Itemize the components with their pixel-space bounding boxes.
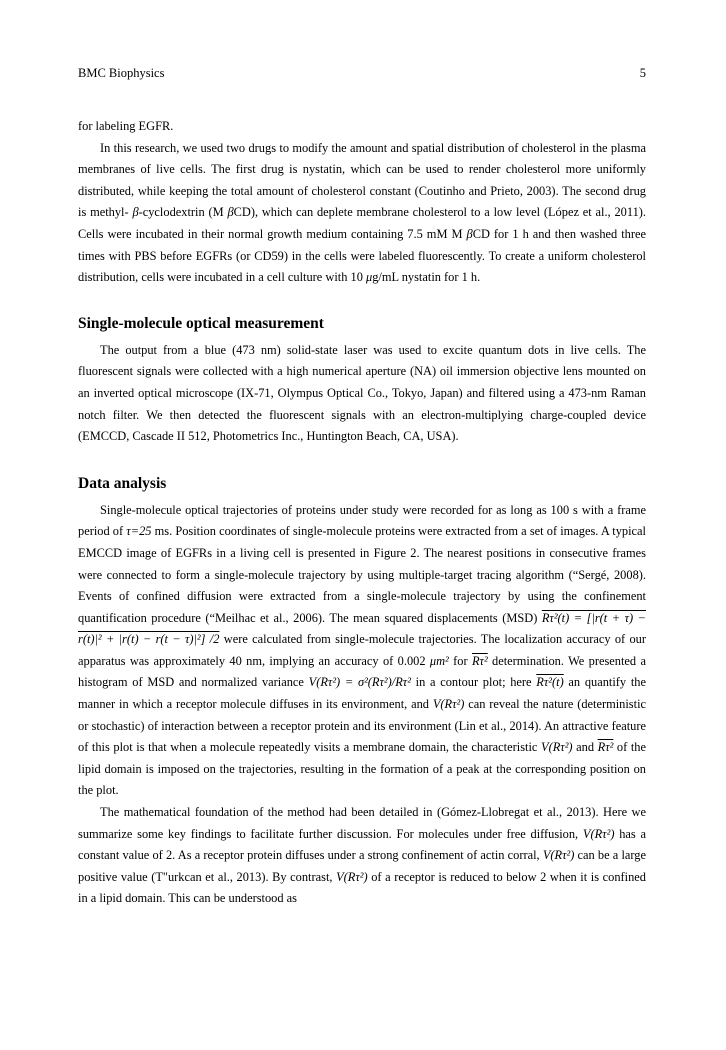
paragraph-analysis-1: Single-molecule optical trajectories of proteins under study were recorded for as long as 100 s with a frame period of τ=25 ms. Position coordinates of single-molecule proteins were extracted from a set of images. A typical EMCCD image of EGFRs in a living cell is presented in Figure 2. The nearest positions in consecutive frames were connected to form a single-molecule trajectory by using multiple-target tracing algorithm (“Sergé, 2008). Events of confined diffusion were extracted from a single-molecule trajectory by using the confinement quantification procedure (“Meilhac et al., 2006). The mean squared displacements (MSD) Rτ²(t) = [|r(t + τ) − r(t)|² + |r(t) − r(t − τ)|²] /2 were calculated from single-molecule trajectories. The localization accuracy of our apparatus was approximately 40 nm, implying an accuracy of 0.002 μm² for Rτ² determination. We presented a histogram of MSD and normalized variance V(Rτ²) = σ²(Rτ²)/Rτ² in a contour plot; here Rτ²(t) an quantify the manner in which a receptor molecule diffuses in its environment, and V(Rτ²) can reveal the nature (deterministic or stochastic) of interaction between a receptor protein and its environment (Lin et al., 2014). An attractive feature of this plot is that when a molecule repeatedly visits a membrane domain, the characteristic V(Rτ²) and Rτ² of the lipid domain is imposed on the trajectories, resulting in the formation of a peak at the corresponding position on the plot. [78,502,647,798]
paragraph-analysis-2: The mathematical foundation of the method had been detailed in (Gómez-Llobregat et al., 2013). Here we summarize some key findings to facilitate further discussion. For molecules under free diffusion, V(Rτ²) has a constant value of 2. As a receptor protein diffuses under a strong confinement of actin corral, V(Rτ²) can be a large positive value (T"urkcan et al., 2013). By contrast, V(Rτ²) of a receptor is reduced to below 2 when it is confined in a lipid domain. This can be understood as [78,805,647,906]
paragraph-optical: The output from a blue (473 nm) solid-state laser was used to excite quantum dots in live cells. The fluorescent signals were collected with a high numerical aperture (NA) oil immersion objective lens mounted on an inverted optical microscope (IX-71, Olympus Optical Co., Tokyo, Japan) and filtered using a 473-nm Raman notch filter. We then detected the fluorescent signals with an electron-multiplying charge-coupled device (EMCCD, Cascade II 512, Photometrics Inc., Huntington Beach, CA, USA). [78,342,646,444]
paragraph-drugs: In this research, we used two drugs to modify the amount and spatial distribution of cholesterol in the plasma membranes of live cells. The first drug is nystatin, which can be used to render cholesterol more uniformly distributed, while keeping the total amount of cholesterol constant (Coutinho and Prieto, 2003). The second drug is methyl- β-cyclodextrin (M βCD), which can deplete membrane cholesterol to a low level (López et al., 2011). Cells were incubated in their normal growth medium containing 7.5 mM M βCD for 1 h and then washed three times with PBS before EGFRs (or CD59) in the cells were labeled fluorescently. To create a uniform cholesterol distribution, cells were incubated in a cell culture with 10 μg/mL nystatin for 1 h. [78,140,647,285]
section-heading-analysis: Data analysis [78,474,167,492]
section-heading-optical: Single-molecule optical measurement [78,314,324,332]
page-body [78,116,646,910]
journal-name: BMC Biophysics [78,66,165,80]
page-number: 5 [639,66,646,80]
msd-formula: Rτ²(t) = [|r(t + τ) − r(t)|² + |r(t) − r(t − τ)|²] /2 [78,610,646,647]
variance-formula: V(Rτ²) = σ²(Rτ²)/Rτ² [308,675,411,690]
continued-paragraph: for labeling EGFR. [78,119,174,133]
running-header [78,64,646,82]
